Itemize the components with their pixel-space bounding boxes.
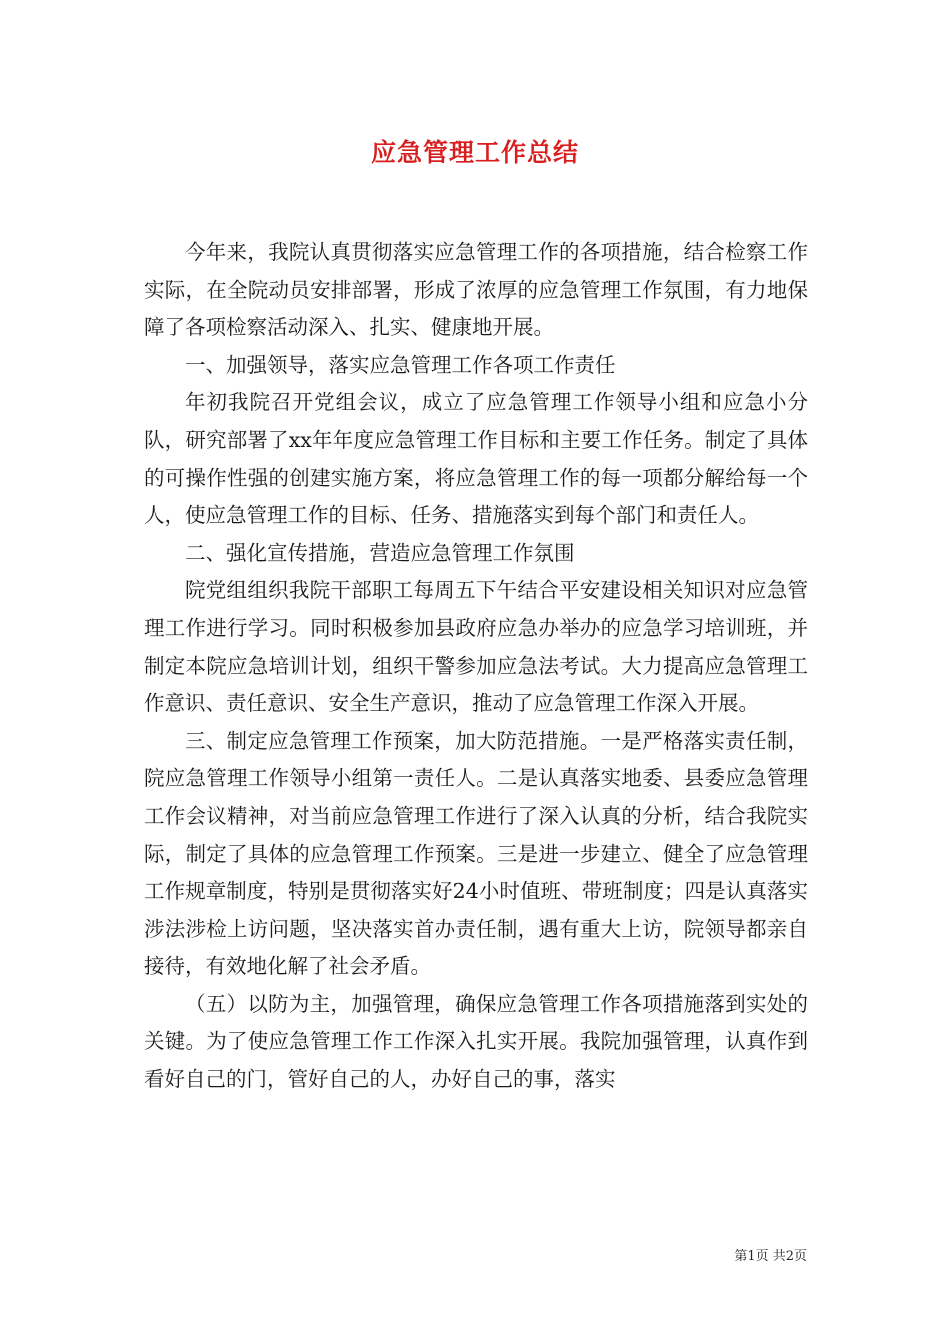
document-title: 应急管理工作总结 [370, 138, 579, 167]
paragraph-section-5: （五）以防为主，加强管理，确保应急管理工作各项措施落到实处的关键。为了使应急管理工作工作深入扎实开展。我院加强管理，认真作到看好自己的门，管好自己的人，办好自己的事，落实 [144, 991, 808, 1092]
page-number: 第1页 共2页 [734, 1249, 807, 1264]
paragraph-section-2: 院党组组织我院干部职工每周五下午结合平安建设相关知识对应急管理工作进行学习。同时积极参加县政府应急办举办的应急学习培训班，并制定本院应急培训计划，组织干警参加应急法考试。大力提高应急管理工作意识、责任意识、安全生产意识，推动了应急管理工作深入开展。 [144, 578, 808, 716]
section-heading-2: 二、强化宣传措施，营造应急管理工作氛围 [185, 540, 575, 565]
document-body [144, 234, 808, 1099]
section-heading-1: 一、加强领导，落实应急管理工作各项工作责任 [185, 352, 616, 377]
paragraph-intro: 今年来，我院认真贯彻落实应急管理工作的各项措施，结合检察工作实际，在全院动员安排部署，形成了浓厚的应急管理工作氛围，有力地保障了各项检察活动深入、扎实、健康地开展。 [144, 240, 808, 340]
paragraph-section-3: 三、制定应急管理工作预案，加大防范措施。一是严格落实责任制，院应急管理工作领导小组第一责任人。二是认真落实地委、县委应急管理工作会议精神，对当前应急管理工作进行了深入认真的分析，结合我院实际，制定了具体的应急管理工作预案。三是进一步建立、健全了应急管理工作规章制度，特别是贯彻落实好24小时值班、带班制度；四是认真落实涉法涉检上访问题，坚决落实首办责任制，遇有重大上访，院领导都亲自接待，有效地化解了社会矛盾。 [144, 728, 808, 979]
paragraph-section-1: 年初我院召开党组会议，成立了应急管理工作领导小组和应急小分队，研究部署了xx年年度应急管理工作目标和主要工作任务。制定了具体的可操作性强的创建实施方案，将应急管理工作的每一项都分解给每一个人，使应急管理工作的目标、任务、措施落实到每个部门和责任人。 [144, 390, 808, 528]
